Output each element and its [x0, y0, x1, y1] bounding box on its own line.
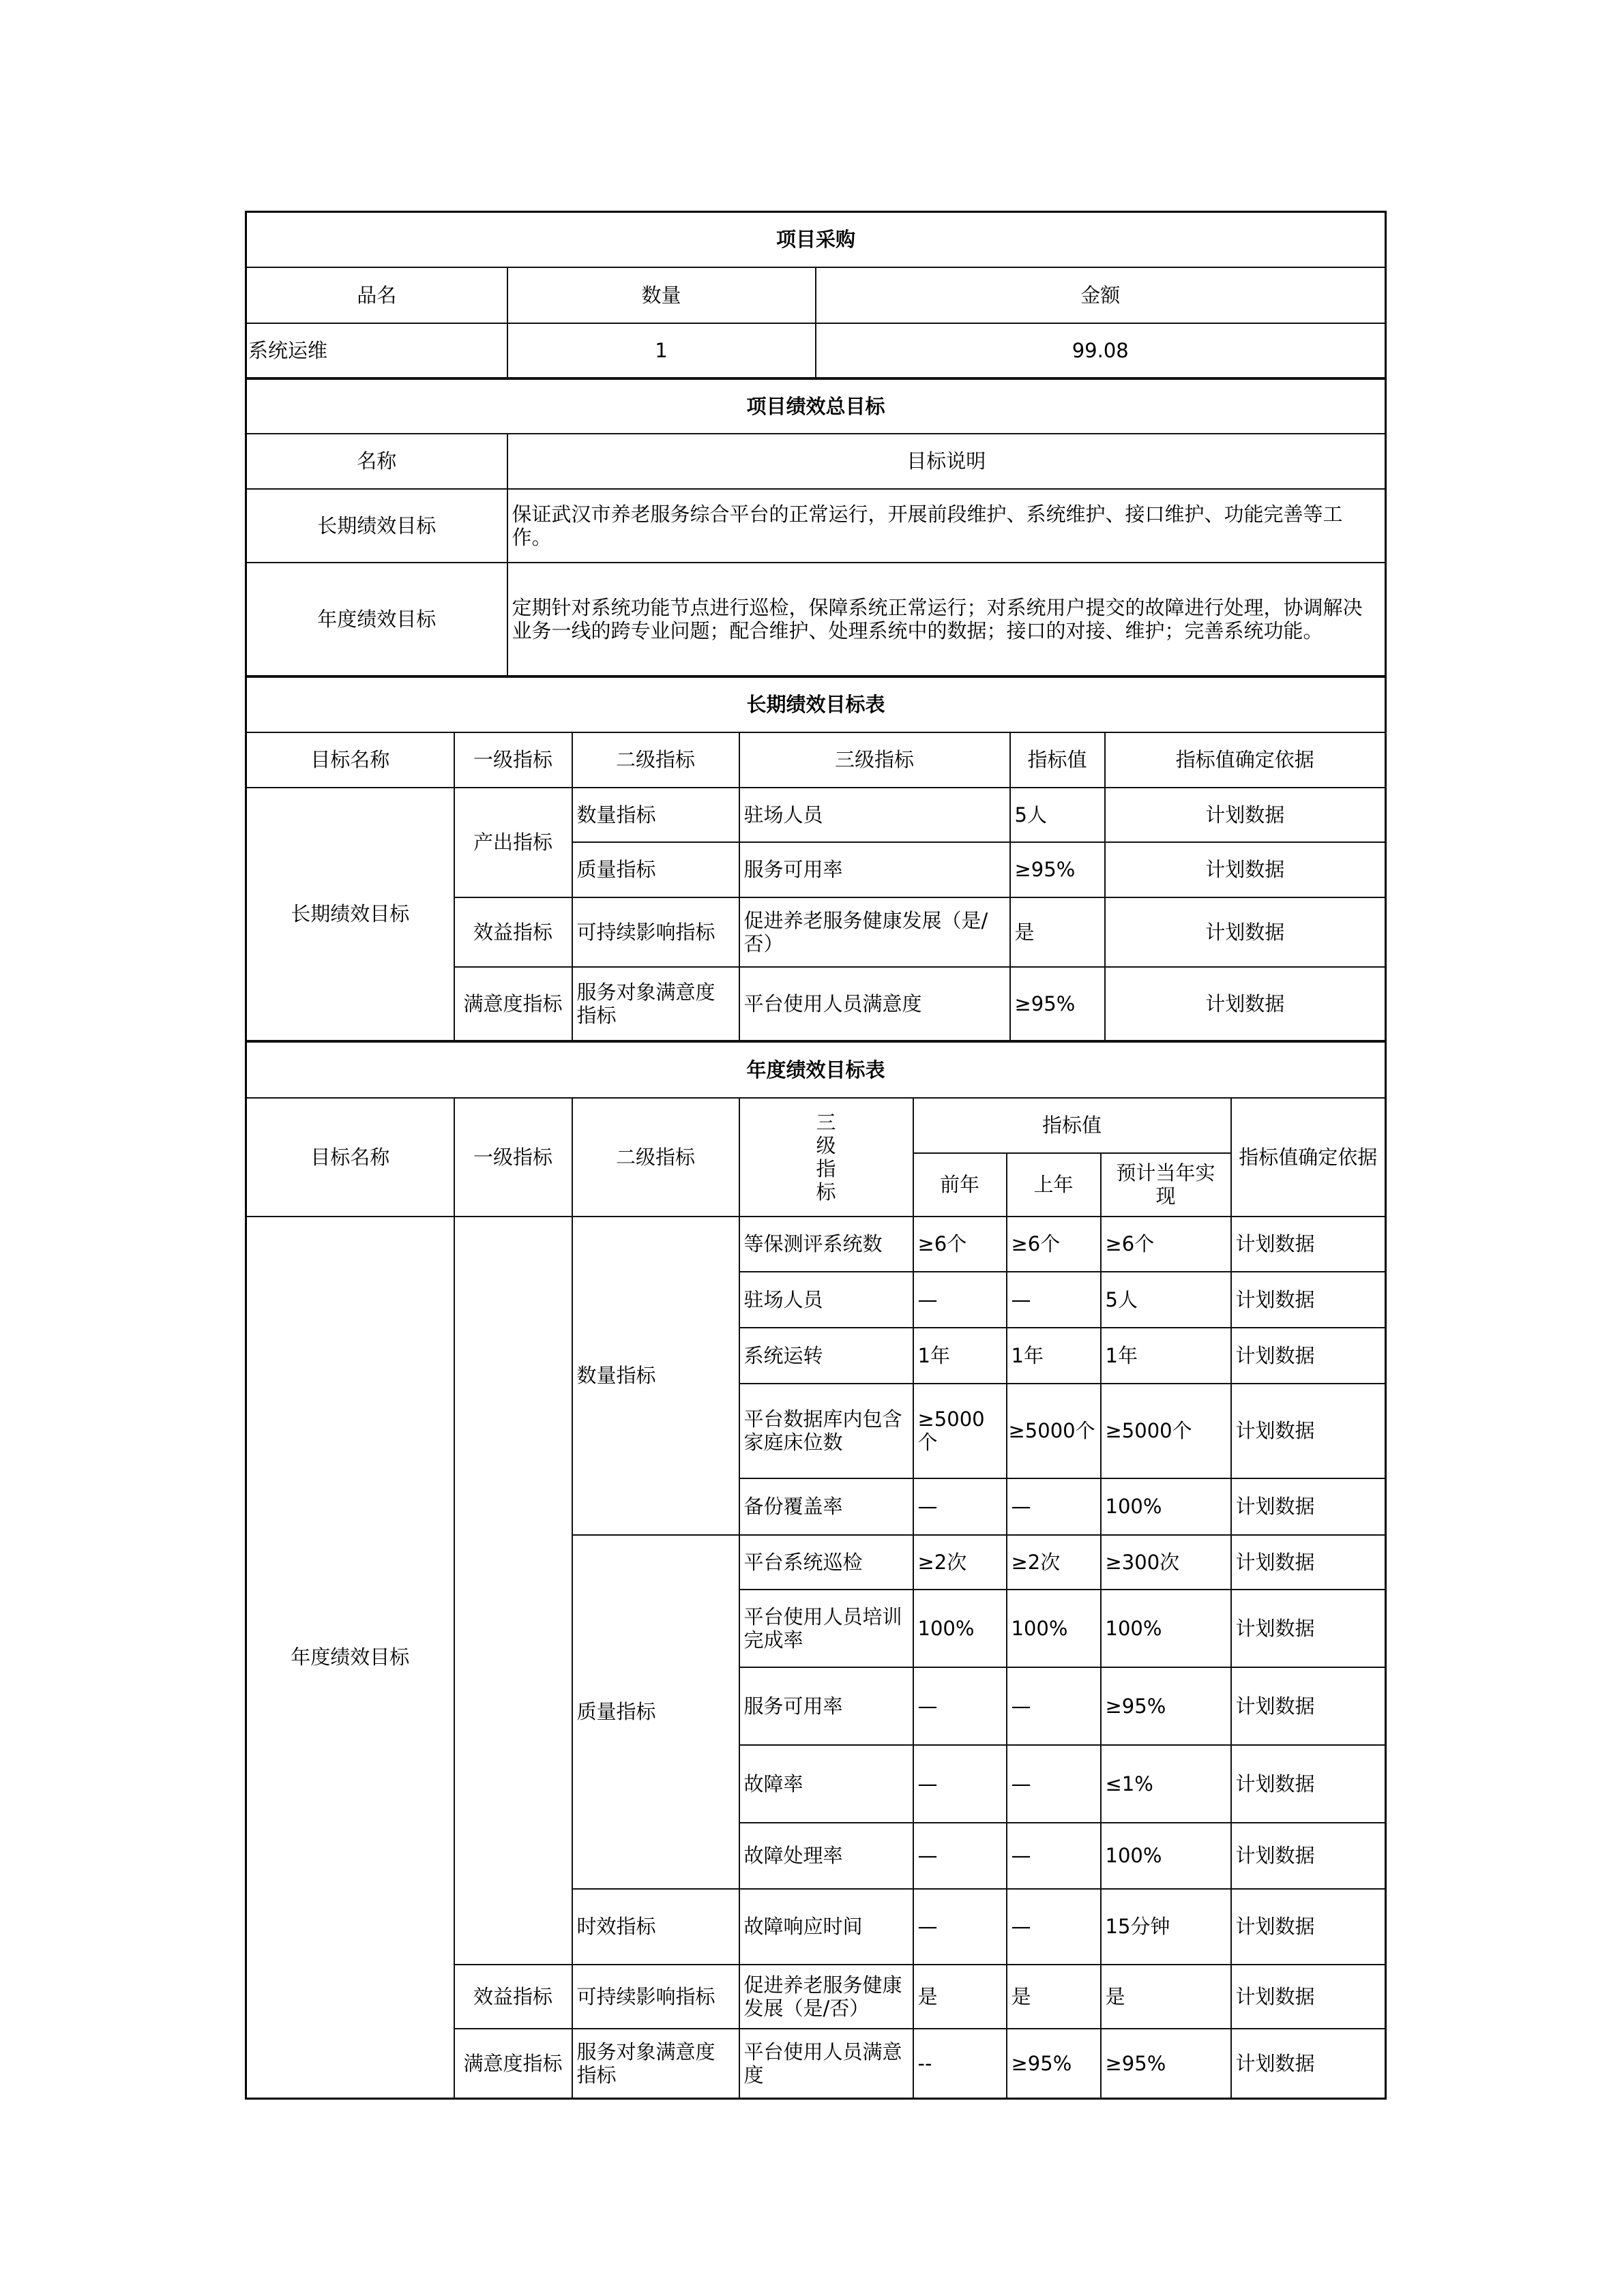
basis: 计划数据 — [1231, 1217, 1386, 1272]
level2-quality: 质量指标 — [572, 1535, 739, 1889]
performance-goal-sheet — [245, 211, 1385, 2100]
value: 是 — [1010, 897, 1105, 967]
prev-year-value: — — [913, 1667, 1007, 1745]
basis: 计划数据 — [1231, 1272, 1386, 1328]
last-year-value: ≥95% — [1007, 2029, 1101, 2099]
overall-goals-title: 项目绩效总目标 — [246, 379, 1386, 434]
long-term-goal-description: 保证武汉市养老服务综合平台的正常运行，开展前段维护、系统维护、接口维护、功能完善等工作。 — [507, 489, 1386, 563]
header-basis: 指标值确定依据 — [1105, 732, 1386, 788]
expected-value: ≥300次 — [1101, 1535, 1231, 1590]
header-level2: 二级指标 — [572, 1098, 739, 1217]
long-term-table-title: 长期绩效目标表 — [246, 677, 1386, 732]
long-term-performance-table — [245, 676, 1387, 1041]
header-basis: 指标值确定依据 — [1231, 1098, 1386, 1217]
last-year-value: — — [1007, 1272, 1101, 1328]
basis: 计划数据 — [1231, 1535, 1386, 1590]
level3: 平台使用人员满意度 — [739, 967, 1010, 1041]
annual-performance-table — [245, 1041, 1387, 2100]
expected-value: ≥5000个 — [1101, 1384, 1231, 1478]
header-value-group: 指标值 — [913, 1098, 1231, 1153]
level3: 驻场人员 — [739, 1272, 913, 1328]
annual-goal-description: 定期针对系统功能节点进行巡检，保障系统正常运行；对系统用户提交的故障进行处理，协调解决业务一线的跨专业问题；配合维护、处理系统中的数据；接口的对接、维护；完善系统功能。 — [507, 563, 1386, 676]
header-prev-year: 前年 — [913, 1153, 1007, 1217]
basis: 计划数据 — [1105, 897, 1386, 967]
last-year-value: ≥6个 — [1007, 1217, 1101, 1272]
prev-year-value: 1年 — [913, 1328, 1007, 1384]
basis: 计划数据 — [1231, 1965, 1386, 2029]
basis: 计划数据 — [1105, 842, 1386, 897]
level1-satisfaction: 满意度指标 — [454, 2029, 572, 2099]
level3: 备份覆盖率 — [739, 1478, 913, 1535]
prev-year-value: — — [913, 1745, 1007, 1823]
header-level3: 三级指标 — [739, 1098, 913, 1217]
level3: 故障率 — [739, 1745, 913, 1823]
level1-benefit: 效益指标 — [454, 1965, 572, 2029]
last-year-value: — — [1007, 1889, 1101, 1965]
overall-goals-table — [245, 378, 1387, 676]
level3: 促进养老服务健康发展（是/否） — [739, 897, 1010, 967]
prev-year-value: — — [913, 1823, 1007, 1889]
level3: 促进养老服务健康发展（是/否） — [739, 1965, 913, 2029]
table-row — [246, 489, 1386, 563]
expected-value: ≥6个 — [1101, 1217, 1231, 1272]
expected-value: 5人 — [1101, 1272, 1231, 1328]
prev-year-value: ≥5000个 — [913, 1384, 1007, 1478]
last-year-value: — — [1007, 1478, 1101, 1535]
level3: 平台使用人员满意度 — [739, 2029, 913, 2099]
expected-value: 是 — [1101, 1965, 1231, 2029]
header-expected: 预计当年实现 — [1101, 1153, 1231, 1217]
header-name: 名称 — [246, 434, 507, 489]
table-row — [246, 788, 1386, 842]
level3: 故障处理率 — [739, 1823, 913, 1889]
level2: 质量指标 — [572, 842, 739, 897]
basis: 计划数据 — [1231, 1328, 1386, 1384]
basis: 计划数据 — [1231, 1590, 1386, 1667]
prev-year-value: — — [913, 1889, 1007, 1965]
header-value: 指标值 — [1010, 732, 1105, 788]
prev-year-value: — — [913, 1478, 1007, 1535]
level3: 驻场人员 — [739, 788, 1010, 842]
header-quantity: 数量 — [507, 267, 816, 323]
header-description: 目标说明 — [507, 434, 1386, 489]
header-level1: 一级指标 — [454, 732, 572, 788]
level3: 故障响应时间 — [739, 1889, 913, 1965]
goal-name: 年度绩效目标 — [246, 1217, 454, 2099]
level2-satisfaction: 服务对象满意度指标 — [572, 2029, 739, 2099]
last-year-value: 100% — [1007, 1590, 1101, 1667]
item-amount: 99.08 — [816, 323, 1386, 378]
level2: 数量指标 — [572, 788, 739, 842]
procurement-table — [245, 211, 1387, 378]
last-year-value: — — [1007, 1667, 1101, 1745]
level2: 服务对象满意度指标 — [572, 967, 739, 1041]
level3: 平台系统巡检 — [739, 1535, 913, 1590]
table-row — [246, 323, 1386, 378]
header-goal-name: 目标名称 — [246, 732, 454, 788]
procurement-title: 项目采购 — [246, 212, 1386, 267]
level2-sustainability: 可持续影响指标 — [572, 1965, 739, 2029]
basis: 计划数据 — [1231, 1889, 1386, 1965]
expected-value: 1年 — [1101, 1328, 1231, 1384]
expected-value: 100% — [1101, 1590, 1231, 1667]
expected-value: 100% — [1101, 1478, 1231, 1535]
prev-year-value: -- — [913, 2029, 1007, 2099]
value: 5人 — [1010, 788, 1105, 842]
header-goal-name: 目标名称 — [246, 1098, 454, 1217]
expected-value: ≥95% — [1101, 2029, 1231, 2099]
basis: 计划数据 — [1105, 967, 1386, 1041]
level3: 服务可用率 — [739, 1667, 913, 1745]
prev-year-value: 100% — [913, 1590, 1007, 1667]
expected-value: 15分钟 — [1101, 1889, 1231, 1965]
level1-output — [454, 1217, 572, 1965]
last-year-value: 是 — [1007, 1965, 1101, 2029]
header-level2: 二级指标 — [572, 732, 739, 788]
last-year-value: ≥5000个 — [1007, 1384, 1101, 1478]
level2-quantity: 数量指标 — [572, 1217, 739, 1535]
last-year-value: — — [1007, 1745, 1101, 1823]
level1-satisfaction: 满意度指标 — [454, 967, 572, 1041]
level3: 平台数据库内包含家庭床位数 — [739, 1384, 913, 1478]
level3: 服务可用率 — [739, 842, 1010, 897]
level2: 可持续影响指标 — [572, 897, 739, 967]
level3: 平台使用人员培训完成率 — [739, 1590, 913, 1667]
level1-output: 产出指标 — [454, 788, 572, 897]
header-level3: 三级指标 — [739, 732, 1010, 788]
prev-year-value: 是 — [913, 1965, 1007, 2029]
table-row — [246, 1217, 1386, 1272]
basis: 计划数据 — [1231, 2029, 1386, 2099]
last-year-value: — — [1007, 1823, 1101, 1889]
annual-goal-name: 年度绩效目标 — [246, 563, 507, 676]
expected-value: ≤1% — [1101, 1745, 1231, 1823]
level2-timeliness: 时效指标 — [572, 1889, 739, 1965]
value: ≥95% — [1010, 842, 1105, 897]
expected-value: ≥95% — [1101, 1667, 1231, 1745]
basis: 计划数据 — [1231, 1384, 1386, 1478]
prev-year-value: — — [913, 1272, 1007, 1328]
item-name: 系统运维 — [246, 323, 507, 378]
basis: 计划数据 — [1105, 788, 1386, 842]
header-last-year: 上年 — [1007, 1153, 1101, 1217]
expected-value: 100% — [1101, 1823, 1231, 1889]
long-term-goal-name: 长期绩效目标 — [246, 489, 507, 563]
annual-table-title: 年度绩效目标表 — [246, 1042, 1386, 1098]
prev-year-value: ≥6个 — [913, 1217, 1007, 1272]
basis: 计划数据 — [1231, 1823, 1386, 1889]
basis: 计划数据 — [1231, 1478, 1386, 1535]
last-year-value: 1年 — [1007, 1328, 1101, 1384]
header-level1: 一级指标 — [454, 1098, 572, 1217]
level3: 系统运转 — [739, 1328, 913, 1384]
level3: 等保测评系统数 — [739, 1217, 913, 1272]
header-item-name: 品名 — [246, 267, 507, 323]
last-year-value: ≥2次 — [1007, 1535, 1101, 1590]
value: ≥95% — [1010, 967, 1105, 1041]
item-quantity: 1 — [507, 323, 816, 378]
prev-year-value: ≥2次 — [913, 1535, 1007, 1590]
basis: 计划数据 — [1231, 1667, 1386, 1745]
goal-name: 长期绩效目标 — [246, 788, 454, 1041]
basis: 计划数据 — [1231, 1745, 1386, 1823]
level1-benefit: 效益指标 — [454, 897, 572, 967]
header-amount: 金额 — [816, 267, 1386, 323]
table-row — [246, 563, 1386, 676]
